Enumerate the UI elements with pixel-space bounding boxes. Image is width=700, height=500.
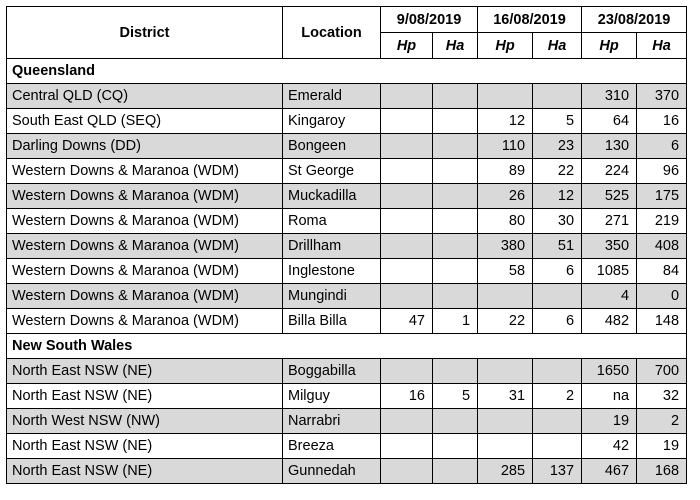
cell-district: North East NSW (NE) (7, 459, 283, 484)
table-row (7, 109, 687, 134)
cell-hp: 22 (478, 309, 533, 334)
cell-hp: 26 (478, 184, 533, 209)
cell-district: Western Downs & Maranoa (WDM) (7, 209, 283, 234)
cell-hp: 224 (582, 159, 637, 184)
table-row (7, 284, 687, 309)
cell-ha (433, 159, 478, 184)
cell-hp: 19 (582, 409, 637, 434)
table-row (7, 184, 687, 209)
cell-ha: 16 (637, 109, 687, 134)
section-row (7, 334, 687, 359)
cell-ha (433, 259, 478, 284)
cell-ha: 1 (433, 309, 478, 334)
cell-ha: 22 (533, 159, 582, 184)
cell-ha (533, 284, 582, 309)
cell-ha: 219 (637, 209, 687, 234)
cell-ha: 51 (533, 234, 582, 259)
table-row (7, 309, 687, 334)
table-row (7, 434, 687, 459)
cell-hp (381, 159, 433, 184)
cell-location: Breeza (283, 434, 381, 459)
cell-district: Western Downs & Maranoa (WDM) (7, 259, 283, 284)
cell-location: Emerald (283, 84, 381, 109)
cell-hp: 310 (582, 84, 637, 109)
cell-hp: 58 (478, 259, 533, 284)
header-hp: Hp (381, 33, 433, 59)
cell-ha: 370 (637, 84, 687, 109)
cell-ha: 700 (637, 359, 687, 384)
cell-district: North East NSW (NE) (7, 384, 283, 409)
cell-ha: 19 (637, 434, 687, 459)
table-row (7, 459, 687, 484)
header-date-3: 23/08/2019 (582, 7, 687, 33)
cell-hp: 1085 (582, 259, 637, 284)
cell-ha: 84 (637, 259, 687, 284)
section-title: Queensland (7, 59, 687, 84)
table-row (7, 134, 687, 159)
cell-location: Billa Billa (283, 309, 381, 334)
cell-ha (533, 409, 582, 434)
cell-hp: 467 (582, 459, 637, 484)
cell-district: North West NSW (NW) (7, 409, 283, 434)
table-row (7, 359, 687, 384)
header-hp: Hp (478, 33, 533, 59)
cell-hp: 350 (582, 234, 637, 259)
table-row (7, 259, 687, 284)
cell-hp: 110 (478, 134, 533, 159)
cell-hp (478, 359, 533, 384)
cell-hp: na (582, 384, 637, 409)
header-ha: Ha (533, 33, 582, 59)
cell-hp (381, 434, 433, 459)
cell-hp (381, 259, 433, 284)
cell-district: Western Downs & Maranoa (WDM) (7, 234, 283, 259)
cell-hp (478, 284, 533, 309)
cell-hp: 12 (478, 109, 533, 134)
cell-ha: 6 (533, 259, 582, 284)
cell-hp: 4 (582, 284, 637, 309)
cell-ha (433, 134, 478, 159)
cell-ha (533, 84, 582, 109)
cell-location: Inglestone (283, 259, 381, 284)
cell-hp (381, 134, 433, 159)
cell-location: Bongeen (283, 134, 381, 159)
cell-district: Western Downs & Maranoa (WDM) (7, 309, 283, 334)
cell-ha: 5 (433, 384, 478, 409)
table-row (7, 234, 687, 259)
cell-district: Darling Downs (DD) (7, 134, 283, 159)
cell-location: Narrabri (283, 409, 381, 434)
cell-hp: 16 (381, 384, 433, 409)
cell-ha: 32 (637, 384, 687, 409)
cell-hp (381, 459, 433, 484)
section-row (7, 59, 687, 84)
cell-ha (533, 359, 582, 384)
cell-hp: 525 (582, 184, 637, 209)
cell-hp: 42 (582, 434, 637, 459)
cell-hp: 31 (478, 384, 533, 409)
cell-hp (381, 409, 433, 434)
cell-ha: 0 (637, 284, 687, 309)
cell-hp: 64 (582, 109, 637, 134)
cell-hp: 47 (381, 309, 433, 334)
cell-district: North East NSW (NE) (7, 434, 283, 459)
cell-hp: 482 (582, 309, 637, 334)
cell-location: St George (283, 159, 381, 184)
cell-ha: 168 (637, 459, 687, 484)
cell-ha (433, 234, 478, 259)
cell-hp: 271 (582, 209, 637, 234)
cell-hp: 130 (582, 134, 637, 159)
cell-ha (433, 434, 478, 459)
cell-ha (433, 84, 478, 109)
cell-district: Central QLD (CQ) (7, 84, 283, 109)
header-district: District (7, 7, 283, 59)
cell-hp (381, 84, 433, 109)
table-row (7, 84, 687, 109)
cell-hp: 380 (478, 234, 533, 259)
cell-ha (433, 109, 478, 134)
cell-hp (381, 359, 433, 384)
cell-ha: 6 (637, 134, 687, 159)
cell-location: Roma (283, 209, 381, 234)
cell-ha (433, 359, 478, 384)
cell-ha: 2 (533, 384, 582, 409)
data-table (6, 6, 687, 484)
cell-ha: 408 (637, 234, 687, 259)
cell-hp: 80 (478, 209, 533, 234)
cell-district: Western Downs & Maranoa (WDM) (7, 159, 283, 184)
header-date-2: 16/08/2019 (478, 7, 582, 33)
cell-location: Gunnedah (283, 459, 381, 484)
table-row (7, 209, 687, 234)
cell-hp (381, 209, 433, 234)
cell-ha: 175 (637, 184, 687, 209)
section-title: New South Wales (7, 334, 687, 359)
header-location: Location (283, 7, 381, 59)
cell-district: South East QLD (SEQ) (7, 109, 283, 134)
cell-ha: 6 (533, 309, 582, 334)
table-row (7, 384, 687, 409)
cell-district: Western Downs & Maranoa (WDM) (7, 184, 283, 209)
header-ha: Ha (433, 33, 478, 59)
cell-ha: 137 (533, 459, 582, 484)
cell-hp: 1650 (582, 359, 637, 384)
cell-ha (533, 434, 582, 459)
cell-location: Drillham (283, 234, 381, 259)
cell-ha: 148 (637, 309, 687, 334)
table-row (7, 409, 687, 434)
cell-hp (381, 184, 433, 209)
header-date-1: 9/08/2019 (381, 7, 478, 33)
cell-hp (381, 284, 433, 309)
cell-hp: 89 (478, 159, 533, 184)
cell-district: North East NSW (NE) (7, 359, 283, 384)
header-ha: Ha (637, 33, 687, 59)
cell-ha: 96 (637, 159, 687, 184)
header-hp: Hp (582, 33, 637, 59)
cell-location: Kingaroy (283, 109, 381, 134)
cell-ha (433, 184, 478, 209)
cell-hp: 285 (478, 459, 533, 484)
cell-ha: 12 (533, 184, 582, 209)
cell-ha: 2 (637, 409, 687, 434)
table-body (7, 59, 687, 484)
cell-ha: 23 (533, 134, 582, 159)
cell-district: Western Downs & Maranoa (WDM) (7, 284, 283, 309)
table-row (7, 159, 687, 184)
cell-ha (433, 209, 478, 234)
cell-hp (478, 409, 533, 434)
cell-hp (478, 84, 533, 109)
cell-location: Milguy (283, 384, 381, 409)
cell-ha (433, 409, 478, 434)
cell-location: Muckadilla (283, 184, 381, 209)
cell-hp (478, 434, 533, 459)
cell-ha (433, 459, 478, 484)
cell-ha: 30 (533, 209, 582, 234)
cell-ha: 5 (533, 109, 582, 134)
cell-hp (381, 109, 433, 134)
cell-ha (433, 284, 478, 309)
cell-location: Boggabilla (283, 359, 381, 384)
cell-location: Mungindi (283, 284, 381, 309)
cell-hp (381, 234, 433, 259)
